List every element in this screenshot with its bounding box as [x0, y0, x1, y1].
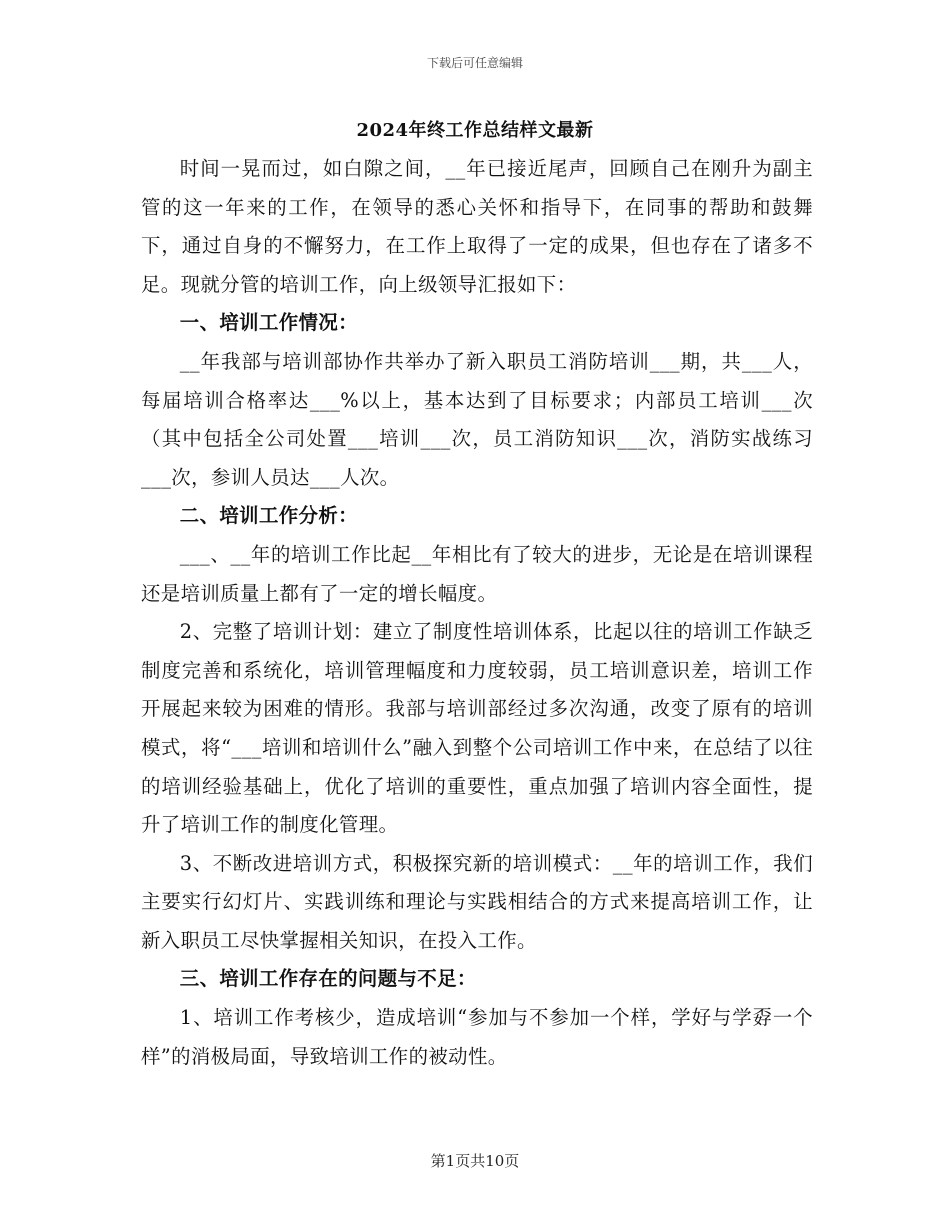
section-heading-3: 三、培训工作存在的问题与不足： — [179, 967, 477, 991]
section-2-paragraph-2: 2、完整了培训计划：建立了制度性培训体系，比起以往的培训工作缺乏制度完善和系统化，培训管理幅度和力度较弱，员工培训意识差，培训工作开展起来较为困难的情形。我部与培训部经过多次沟通，改变了原有的培训模式，将“___培训和培训什么”融入到整个公司培训工作中来，在总结了以往的培训经验基础上，优化了培训的重要性，重点加强了培训内容全面性，提升了培训工作的制度化管理。 — [141, 620, 813, 837]
document-title: 2024年终工作总结样文最新 — [356, 120, 594, 141]
section-2-paragraph-3: 3、不断改进培训方式，积极探究新的培训模式：__年的培训工作，我们主要实行幻灯片、实践训练和理论与实践相结合的方式来提高培训工作，让新入职员工尽快掌握相关知识，在投入工作。 — [141, 851, 813, 952]
header-note: 下载后可任意编辑 — [426, 56, 523, 70]
intro-paragraph: 时间一晃而过，如白隙之间，__年已接近尾声，回顾自己在刚升为副主管的这一年来的工作，在领导的悉心关怀和指导下，在同事的帮助和鼓舞下，通过自身的不懈努力，在工作上取得了一定的成果，但也存在了诸多不足。现就分管的培训工作，向上级领导汇报如下： — [141, 157, 813, 296]
section-2-paragraph-1: ___、__年的培训工作比起__年相比有了较大的进步，无论是在培训课程还是培训质量上都有了一定的增长幅度。 — [141, 542, 813, 605]
section-heading-1: 一、培训工作情况： — [179, 311, 358, 335]
section-heading-2: 二、培训工作分析： — [179, 504, 358, 528]
section-3-paragraph-1: 1、培训工作考核少，造成培训“参加与不参加一个样，学好与学孬一个样”的消极局面，导致培训工作的被动性。 — [141, 1006, 813, 1068]
section-1-paragraph: __年我部与培训部协作共举办了新入职员工消防培训___期，共___人，每届培训合格率达___%以上，基本达到了目标要求；内部员工培训___次（其中包括全公司处置___培训___次，员工消防知识___次，消防实战练习___次，参训人员达___人次。 — [141, 349, 813, 489]
page-number: 第1页共10页 — [430, 1152, 520, 1170]
document-body — [141, 150, 813, 1076]
